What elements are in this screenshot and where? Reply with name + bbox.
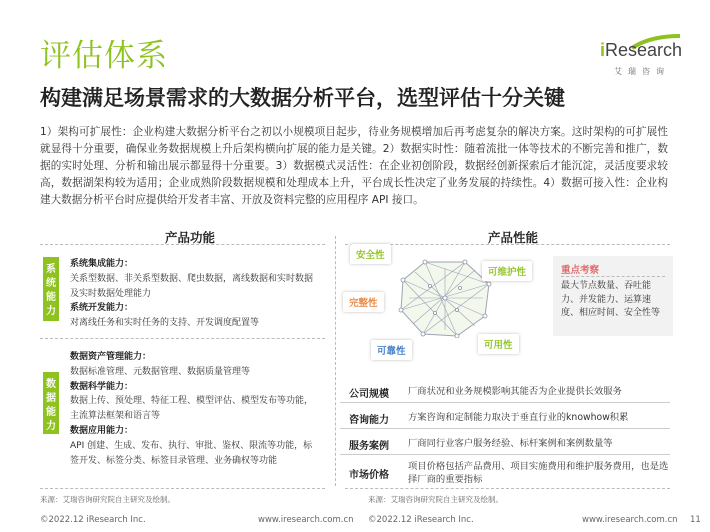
- center-divider: [335, 236, 337, 486]
- badge-maintainability: 可维护性: [482, 261, 532, 281]
- left-bottom-divider: [40, 488, 325, 490]
- focus-box: [553, 256, 673, 336]
- left-mid-divider: [40, 338, 325, 340]
- focus-title: 重点考察: [561, 265, 600, 276]
- iresearch-logo: [600, 40, 683, 82]
- table-row: 市场价格 项目价格包括产品费用、项目实施费用和维护服务费用，也是选择厂商的重要指标: [349, 461, 669, 485]
- performance-network-icon: [395, 258, 495, 338]
- page-title: 评估体系: [40, 38, 168, 74]
- focus-body: 最大节点数量、吞吐能力、并发能力、运算速度、相应时间、安全性等: [561, 281, 661, 318]
- table-row: 咨询能力 方案咨询和定制能力取决于垂直行业的knowhow积累: [340, 404, 670, 429]
- page-number: 11: [690, 515, 701, 525]
- logo-brand: iResearch: [600, 40, 683, 60]
- left-source-note: 来源：艾瑞咨询研究院自主研究及绘制。: [40, 495, 175, 504]
- right-source-note: 来源：艾瑞咨询研究院自主研究及绘制。: [368, 495, 503, 504]
- right-divider: [345, 244, 670, 246]
- footer-copyright-right: ©2022.12 iResearch Inc.: [368, 515, 474, 525]
- logo-cn: 艾瑞咨询: [614, 67, 670, 76]
- left-divider: [40, 244, 325, 246]
- badge-availability: 可用性: [478, 334, 519, 354]
- intro-paragraph: 1）架构可扩展性：企业构建大数据分析平台之初以小规模项目起步，待业务规模增加后再考虑复杂的解决方案。这时架构的可扩展性就显得十分重要，确保业务数据规模上升后架构横向扩展的能力是关键。2）数据实时性：随着流批一体等技术的不断完善和推广，数据的实时处理、分析和输出展示都显得十分重要。3）数据模式灵活性：在企业初创阶段，数据经创新探索后才能沉淀，灵活度要求较高，数据湖架构较为适用；企业成熟阶段数据规模和处理成本上升，平台成长性决定了业务发展的持续性。4）数据可接入性：企业构建大数据分析平台时应提供给开发者丰富、开放及资料完整的应用程序 API 接口。: [40, 126, 668, 206]
- badge-integrity: 完整性: [343, 292, 384, 312]
- page-subtitle: 构建满足场景需求的大数据分析平台，选型评估十分关键: [40, 86, 565, 110]
- badge-reliability: 可靠性: [371, 340, 412, 360]
- left-heading: 产品功能: [165, 230, 216, 245]
- table-row: 服务案例 厂商同行业客户服务经验、标杆案例和案例数量等: [340, 430, 670, 455]
- table-row: 公司规模 厂商状况和业务规模影响其能否为企业提供长效服务: [340, 378, 670, 403]
- right-heading: 产品性能: [488, 230, 539, 245]
- data-capability-block: 数据资产管理能力： 数据标准管理、元数据管理、数据质量管理等 数据科学能力： 数据上传、预处理、特征工程、模型评估、模型发布等功能，主流算法框架和语言等 数据应用能力： API 创建、生成、发布、执行、审批、鉴权、限流等功能，标签开发、标签分类、标签目录管理、业务确权等功能: [70, 352, 314, 466]
- right-bottom-divider: [345, 488, 670, 490]
- tab-data-capability: 数据能力: [43, 372, 59, 434]
- badge-security: 安全性: [350, 244, 391, 264]
- tab-system-capability: 系统能力: [43, 257, 59, 321]
- footer-copyright-left: ©2022.12 iResearch Inc.: [40, 515, 146, 525]
- footer-url-right[interactable]: www.iresearch.com.cn: [582, 515, 678, 525]
- system-capability-block: 系统集成能力： 关系型数据、非关系型数据、爬虫数据，离线数据和实时数据及实时数据处理能力 系统开发能力： 对离线任务和实时任务的支持、开发调度配置等: [70, 259, 314, 329]
- focus-divider: [561, 276, 665, 278]
- footer-url-left[interactable]: www.iresearch.com.cn: [258, 515, 354, 525]
